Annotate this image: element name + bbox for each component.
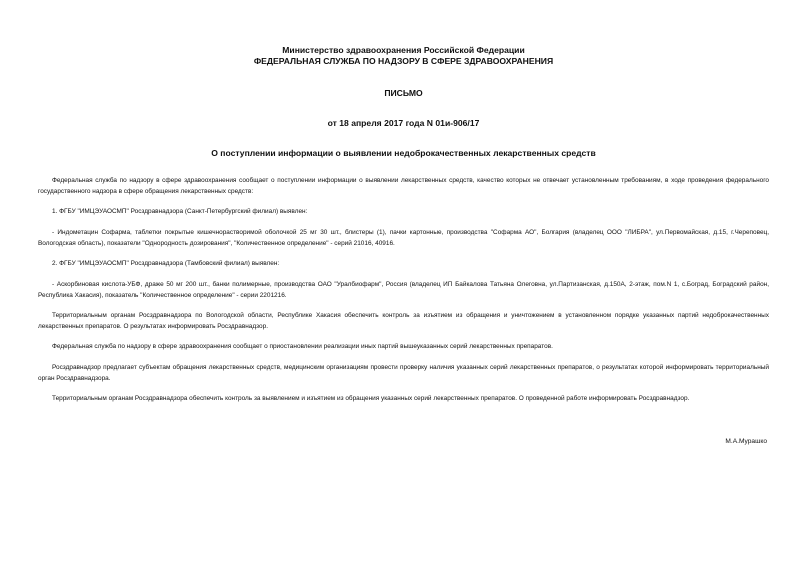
paragraph-suspension: Федеральная служба по надзору в сфере здравоохранения сообщает о приостановлении реализации иных партий вышеуказанных серий лекарственных препаратов. xyxy=(52,343,553,350)
paragraph-intro: Федеральная служба по надзору в сфере здравоохранения сообщает о поступлении информации о выявлении лекарственных средств, качество которых не отвечает установленным требованиям, в ходе проведения федерального государственного надзора в сфере обращения лекарственных средств: xyxy=(38,177,769,195)
ministry-title: Министерство здравоохранения Российской Федерации xyxy=(282,45,525,55)
paragraph-territorial: Территориальным органам Росздравнадзора обеспечить контроль за выявлением и изъятием из обращения указанных серий лекарственных препаратов. О проведенной работе информировать Росздравнадзор. xyxy=(52,395,690,402)
service-title: ФЕДЕРАЛЬНАЯ СЛУЖБА ПО НАДЗОРУ В СФЕРЕ ЗДРАВООХРАНЕНИЯ xyxy=(253,56,554,66)
paragraph-check: Росздравнадзор предлагает субъектам обращения лекарственных средств, медицинским организациям провести проверку наличия указанных серий лекарственных препаратов, о результатах которой информировать территориальный орган Росздравнадзора. xyxy=(38,364,769,382)
document-subject: О поступлении информации о выявлении недоброкачественных лекарственных средств xyxy=(211,148,596,158)
document-type: ПИСЬМО xyxy=(384,88,423,98)
paragraph-item-2-detail: - Аскорбиновая кислота-УБФ, драже 50 мг 200 шт., банки полимерные, производства ОАО "Уралбиофарм", Россия (владелец ИП Байкалова Татьяна Олеговна, ул.Партизанская, д.150А, 2-этаж, пом.N 1, с.Боград, Боградский район, Республика Хакасия), показатель "Количественное определение" - серии 2201216. xyxy=(38,281,769,299)
paragraph-item-1-detail: - Индометацин Софарма, таблетки покрытые кишечнорастворимой оболочкой 25 мг 30 шт., блистеры (1), пачки картонные, производства "Софарма АО", Болгария (владелец ООО "ЛИБРА", ул.Первомайская, д.15, г.Череповец, Вологодская область), показатели "Однородность дозирования", "Количественное определение" - серий 21016, 40916. xyxy=(38,229,769,247)
paragraph-item-2: 2. ФГБУ "ИМЦЭУАОСМП" Росздравнадзора (Тамбовский филиал) выявлен: xyxy=(52,260,280,267)
paragraph-item-1: 1. ФГБУ "ИМЦЭУАОСМП" Росздравнадзора (Санкт-Петербургский филиал) выявлен: xyxy=(52,208,308,215)
signature: М.А.Мурашко xyxy=(725,438,767,445)
document-date-number: от 18 апреля 2017 года N 01и-906/17 xyxy=(327,118,480,128)
paragraph-control: Территориальным органам Росздравнадзора по Вологодской области, Республике Хакасия обеспечить контроль за изъятием из обращения и уничтожением в установленном порядке указанных партий недоброкачественных лекарственных препаратов. О результатах информировать Росздравнадзор. xyxy=(38,312,769,330)
